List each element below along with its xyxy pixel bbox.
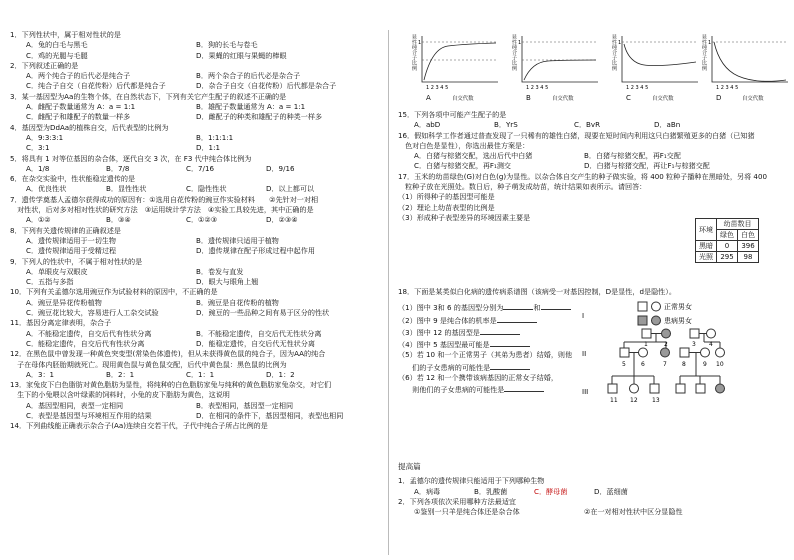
option-row — [10, 277, 382, 287]
option: C．表型是基因型与环境相互作用的结果 — [26, 410, 152, 420]
node-number: 7 — [663, 361, 667, 368]
pedigree-node — [662, 329, 671, 338]
option: D．眼大与眼角上翘 — [196, 277, 259, 287]
option: C．7/16 — [186, 163, 214, 173]
pedigree-node — [642, 329, 651, 338]
option: D．杂合子自交（自花传粉）后代都是杂合子 — [196, 81, 337, 91]
graph-letter: C — [626, 94, 631, 102]
question-text: 对性状，后对多对相对性状的研究方法 ③运用统计学方法 ④实验工具较先进，其中正确的是 — [10, 205, 314, 215]
sub-question — [398, 361, 588, 373]
option: D．在相同的条件下，基因型相同，表型也相同 — [196, 410, 344, 420]
graph-plot — [618, 34, 702, 92]
option: C．1：1 — [186, 369, 215, 379]
option: D．1:1 — [196, 143, 220, 153]
option: D．雌配子的种类和雄配子的种类一样多 — [196, 112, 323, 122]
option: ②在一对相对性状中区分显隐性 — [584, 507, 683, 517]
option-row — [10, 164, 382, 174]
option-row — [10, 184, 382, 194]
option: D．遗传规律在配子形成过程中起作用 — [196, 246, 315, 256]
question-text: 2．下列各项依次采用哪种方法最适宜 — [398, 496, 517, 506]
node-number: 3 — [692, 341, 696, 348]
question-text: 4．基因型为DdAa的植株自交，后代表型的比例为 — [10, 122, 169, 132]
legend-affected-label: 患病男女 — [664, 317, 692, 325]
question-text: （2）理论上幼苗表型的比例是 — [398, 202, 495, 212]
graph-xlabel: 自交代数 — [742, 96, 764, 102]
answer-blank[interactable] — [503, 301, 533, 310]
question-text: 14．下列曲线能正确表示杂合子(Aa)连续自交若干代，子代中纯合子所占比例的是 — [10, 421, 268, 431]
question-text: （3）形成种子表型差异的环境因素主要是 — [398, 212, 531, 222]
graph-xlabel: 自交代数 — [552, 96, 574, 102]
sub-question-text: （4）图中 5 基因型最可能是 — [398, 340, 490, 350]
graph-ylabel: 显性纯合子比例 — [611, 34, 617, 71]
question-text — [398, 287, 676, 297]
option-row — [10, 370, 382, 380]
sub-question-text: （2）图中 9 是纯合体的机率是 — [398, 315, 497, 325]
graph-plot — [518, 34, 602, 92]
legend-affected-female-icon — [652, 316, 661, 325]
question-text: 3．某一基因型为Aa的生物个体，在自然状态下，下列有关它产生配子的叙述不正确的是 — [10, 91, 287, 101]
option-row — [398, 487, 788, 497]
pedigree-node — [620, 348, 629, 357]
option-row — [10, 308, 382, 318]
option: A．白猪与棕猪交配，选出后代中白猪 — [414, 151, 533, 161]
graph-curve — [624, 44, 696, 66]
question-text: 1．下列性状中，属于相对性状的是 — [10, 30, 121, 39]
option-row — [10, 246, 382, 256]
graph-curve — [424, 43, 496, 80]
legend-normal-label: 正常男女 — [664, 303, 692, 311]
legend-normal-female-icon — [652, 302, 661, 311]
answer-blank[interactable] — [490, 338, 530, 347]
option-row — [10, 51, 382, 61]
question-text: 9．下列人的性状中，不属于相对性状的是 — [10, 256, 143, 266]
sub-question — [398, 350, 588, 360]
pedigree-node — [650, 384, 659, 393]
graph-letter: A — [426, 94, 431, 102]
pedigree-node — [707, 329, 716, 338]
graph-a — [408, 34, 504, 106]
question-text: 1．孟德尔的遗传规律只能适用于下列哪种生物 — [398, 476, 545, 486]
svg-text:1: 1 — [418, 40, 422, 46]
option: A．雌配子数量通常为 A：a = 1:1 — [26, 102, 136, 112]
option: B．乳酸菌 — [474, 486, 508, 496]
gen-label: I — [582, 312, 585, 320]
sub-question-text: 们的子女患病的可能性是 — [398, 362, 491, 372]
graph-d — [698, 34, 794, 106]
sub-question — [398, 314, 588, 326]
option: D．9/16 — [266, 163, 295, 173]
graph-plot — [418, 34, 502, 92]
option: B．③④ — [106, 215, 131, 225]
option: C．白猪与棕猪交配，再F₁测交 — [414, 161, 512, 171]
option-row — [398, 507, 788, 517]
svg-text:1 2 3 4 5: 1 2 3 4 5 — [716, 85, 739, 91]
option-row — [10, 329, 382, 339]
question-text: 17．玉米的幼苗绿色(G)对白色(g)为显性。以杂合体自交产生的种子做实验，将 400 粒种子播种在黑暗处，另将 400 — [398, 171, 767, 181]
option: A．单眼皮与双眼皮 — [26, 266, 88, 276]
pedigree-node — [676, 384, 685, 393]
advanced-title: 提高篇 — [398, 462, 421, 471]
option-row — [10, 401, 382, 411]
table-head-count: 幼苗数目 — [717, 219, 759, 230]
question-text: 生下的小兔喂以含叶绿素的饲料时，小兔的皮下脂肪为黄色，这说明 — [10, 390, 230, 400]
option: B．狗的长毛与卷毛 — [196, 40, 258, 50]
table-cell: 396 — [738, 241, 759, 252]
option: A．病毒 — [414, 486, 441, 496]
option: A．兔的白毛与黑毛 — [26, 40, 88, 50]
option: B．YrS — [494, 120, 518, 130]
question-text: 11．基因分离定律表明，杂合子 — [10, 318, 112, 328]
sub-question-text: 18．下面是某类似白化病的遗传病系谱图（该病受一对基因控制，D是显性，d是隐性）。 — [398, 287, 676, 296]
question-text: 15．下列各项中可能产生配子的是 — [398, 110, 507, 119]
option: A．优良性状 — [26, 184, 67, 194]
option: A．9:3:3:1 — [26, 132, 64, 142]
option: A．abD — [414, 120, 441, 130]
svg-text:1 2 3 4 5: 1 2 3 4 5 — [526, 85, 549, 91]
option: B．显性性状 — [106, 184, 147, 194]
option-row — [10, 71, 382, 81]
option: D．aBn — [654, 120, 681, 130]
node-number: 4 — [709, 341, 713, 348]
svg-text:1: 1 — [618, 40, 622, 46]
sub-question-text: （3）图中 12 的基因型是 — [398, 327, 480, 337]
sub-question-text: （1）图中 3和 6 的基因型分别为 — [398, 303, 504, 313]
question-text: 色对白色是显性），你选出最佳方案是： — [398, 140, 530, 150]
option: A．两个纯合子的后代必是纯合子 — [26, 71, 131, 81]
option: B．豌豆是自花传粉的植物 — [196, 297, 279, 307]
svg-text:1: 1 — [518, 40, 522, 46]
answer-blank[interactable] — [504, 383, 544, 392]
sub-question-text: （6）若 12 和一个携带该病基因的正常女子结婚， — [398, 373, 558, 383]
option: C．①②③ — [186, 215, 218, 225]
answer-blank[interactable] — [490, 361, 530, 370]
answer-blank[interactable] — [480, 326, 520, 335]
option-row — [10, 215, 382, 225]
answer-blank[interactable] — [541, 301, 571, 310]
pedigree-node — [639, 348, 648, 357]
option-row — [398, 120, 786, 130]
pedigree-node — [696, 384, 705, 393]
sub-question — [398, 338, 588, 350]
gen-label: II — [582, 350, 587, 358]
table-cell: 光照 — [696, 252, 717, 263]
option: D．白猪与棕猪交配，再让F₁与棕猪交配 — [584, 161, 710, 171]
pedigree-chart — [580, 296, 785, 416]
option: D．豌豆的一些品种之间有易于区分的性状 — [196, 308, 330, 318]
option: C．五指与多指 — [26, 277, 74, 287]
table-cell: 0 — [717, 241, 738, 252]
option: C．雌配子和雄配子的数量一样多 — [26, 112, 131, 122]
option: C．3:1 — [26, 143, 50, 153]
pedigree-node — [630, 384, 639, 393]
option: B．不能稳定遗传，自交后代无性状分离 — [196, 328, 322, 338]
pedigree-node — [680, 348, 689, 357]
option: B．遗传规律只适用于植物 — [196, 235, 279, 245]
pedigree-node — [661, 348, 670, 357]
option: D．能稳定遗传，自交后代无性状分离 — [196, 338, 315, 348]
pedigree-node — [690, 329, 699, 338]
node-number: 8 — [682, 361, 686, 368]
graph-ylabel: 显性纯合子比例 — [411, 34, 417, 71]
question-text: 子在母体内胚胎期就死亡。现用黄色鼠与黄色鼠交配，后代中黄色鼠：黑色鼠的比例为 — [10, 359, 287, 369]
advanced-section — [398, 462, 788, 517]
option: C．隐性性状 — [186, 184, 227, 194]
option: A．①② — [26, 215, 51, 225]
pedigree-node — [716, 384, 725, 393]
option: C．鸡的光腿与毛腿 — [26, 50, 88, 60]
option: C．豌豆花比较大，容易进行人工杂交试验 — [26, 308, 159, 318]
option: C．纯合子自交（自花传粉）后代都是纯合子 — [26, 81, 166, 91]
option-row — [10, 339, 382, 349]
question-text: （1）所得种子的基因型可能是 — [398, 192, 495, 202]
pedigree-node — [608, 384, 617, 393]
option: D．1：2 — [266, 369, 295, 379]
option: B．1:1:1:1 — [196, 132, 234, 142]
node-number: 6 — [641, 361, 645, 368]
table-sub-green: 绿色 — [717, 230, 738, 241]
option-row — [10, 112, 382, 122]
node-number: 13 — [652, 397, 660, 404]
graph-curve — [714, 42, 786, 81]
option: D．以上都可以 — [266, 184, 315, 194]
option-row — [10, 133, 382, 143]
graph-letter: B — [526, 94, 531, 102]
graph-letter: D — [716, 94, 722, 102]
svg-text:1: 1 — [708, 40, 712, 46]
option-row — [10, 267, 382, 277]
option: C．BvR — [574, 120, 601, 130]
legend-normal-male-icon — [638, 302, 647, 311]
table-cell: 295 — [717, 252, 738, 263]
question-text: 8．下列有关遗传规律的正确叙述是 — [10, 225, 121, 235]
question-text: 5．将具有 1 对等位基因的杂合体，逐代自交 3 次，在 F3 代中纯合体比例为 — [10, 153, 252, 163]
question-text: 2．下列叙述正确的是 — [10, 60, 79, 70]
option: B．卷发与直发 — [196, 266, 244, 276]
sub-question — [398, 301, 588, 313]
graph-c — [608, 34, 704, 106]
gen-label: III — [582, 388, 589, 396]
node-number: 12 — [630, 397, 638, 404]
option-row — [10, 40, 382, 50]
option: A．3：1 — [26, 369, 55, 379]
column-divider — [388, 30, 389, 555]
left-column — [10, 30, 382, 432]
option-row — [10, 411, 382, 421]
pedigree-node — [716, 348, 725, 357]
svg-text:1 2 3 4 5: 1 2 3 4 5 — [426, 85, 449, 91]
legend-affected-male-icon — [638, 316, 647, 325]
option-row — [10, 236, 382, 246]
sub-question — [398, 383, 588, 395]
option: B．两个杂合子的后代必是杂合子 — [196, 71, 301, 81]
table-cell: 黑暗 — [696, 241, 717, 252]
option: ①鉴别一只羊是纯合体还是杂合体 — [414, 507, 520, 517]
node-number: 1 — [644, 341, 648, 348]
node-number: 5 — [622, 361, 626, 368]
sub-question — [398, 373, 588, 383]
question-text: 粒种子放在光照处。数日后，种子萌发成幼苗，统计结果如表所示。请回答： — [398, 182, 647, 192]
option: A．不能稳定遗传，自交后代有性状分离 — [26, 328, 152, 338]
graph-xlabel: 自交代数 — [652, 96, 674, 102]
table-sub-white: 白色 — [738, 230, 759, 241]
right-column — [398, 110, 786, 223]
graph-b — [508, 34, 604, 106]
option-row — [10, 81, 382, 91]
option-row — [398, 161, 786, 171]
node-number: 10 — [716, 361, 724, 368]
graph-plot — [708, 34, 792, 92]
option: C．遗传规律适用于受精过程 — [26, 246, 117, 256]
svg-text:1 2 3 4 5: 1 2 3 4 5 — [626, 85, 649, 91]
option-answer: C．酵母菌 — [534, 486, 568, 496]
answer-blank[interactable] — [497, 314, 537, 323]
and-text: 和 — [533, 303, 541, 313]
option: D．蓝细菌 — [594, 486, 628, 496]
question-text: 6．在杂交实验中，性状能稳定遗传的是 — [10, 174, 136, 184]
option: B．表型相同，基因型一定相同 — [196, 400, 294, 410]
question-text: 7．遗传学奠基人孟德尔获得成功的原因有：①选用自花传粉的豌豆作实验材料 ②先针对一对相 — [10, 194, 319, 204]
sub-question-text: （5）若 10 和一个正常男子（其弟为患者）结婚，则他 — [398, 350, 573, 360]
option-row — [10, 102, 382, 112]
pedigree-node — [701, 348, 710, 357]
question-text: 12．在黑色鼠中曾发现一种黄色突变型(常染色体遗传)，但从未获得黄色鼠的纯合子，因为AA的纯合 — [10, 349, 326, 359]
node-number: 11 — [610, 397, 618, 404]
option-row — [10, 298, 382, 308]
question-18 — [398, 287, 676, 396]
option: A．豌豆是异花传粉植物 — [26, 297, 102, 307]
option: D．果蝇的红眼与果蝇的棒眼 — [196, 50, 287, 60]
table-head-env: 环境 — [696, 219, 717, 241]
option: A．1/8 — [26, 163, 50, 173]
question-text: 13．家兔皮下白色脂肪对黄色脂肪为显性，将纯种的白色脂肪家兔与纯种的黄色脂肪家兔杂交，对它们 — [10, 380, 332, 390]
option: B．白猪与棕猪交配，再F₁交配 — [584, 151, 681, 161]
seedling-table — [695, 218, 759, 263]
question-text: 16．假如科学工作者通过普查发现了一只稀有的雄性白猪，现要在短时间内利用这只白猪繁殖更多的白猪（已知猪 — [398, 130, 755, 140]
sub-question — [398, 326, 588, 338]
option: A．基因型相同，表型一定相同 — [26, 400, 124, 410]
option: B．2：1 — [106, 369, 135, 379]
node-number: 2 — [664, 341, 668, 348]
option-row — [10, 143, 382, 153]
sub-question-text: 则他们的子女患病的可能性是 — [398, 385, 505, 395]
graph-curve — [524, 60, 596, 80]
graph-xlabel: 自交代数 — [452, 96, 474, 102]
question-text: 10．下列有关孟德尔选用豌豆作为试验材料的原因中，不正确的是 — [10, 287, 218, 297]
option: C．能稳定遗传，自交后代有性状分离 — [26, 338, 145, 348]
option: B．雄配子数量通常为 A：a = 1:1 — [196, 102, 306, 112]
graph-ylabel: 显性纯合子比例 — [701, 34, 707, 71]
option: A．遗传规律适用于一切生物 — [26, 235, 116, 245]
graph-ylabel: 显性纯合子比例 — [511, 34, 517, 71]
node-number: 9 — [703, 361, 707, 368]
option: B．7/8 — [106, 163, 130, 173]
option: D．②③④ — [266, 215, 298, 225]
graph-row — [398, 34, 786, 106]
option-row — [398, 151, 786, 161]
table-cell: 98 — [738, 252, 759, 263]
